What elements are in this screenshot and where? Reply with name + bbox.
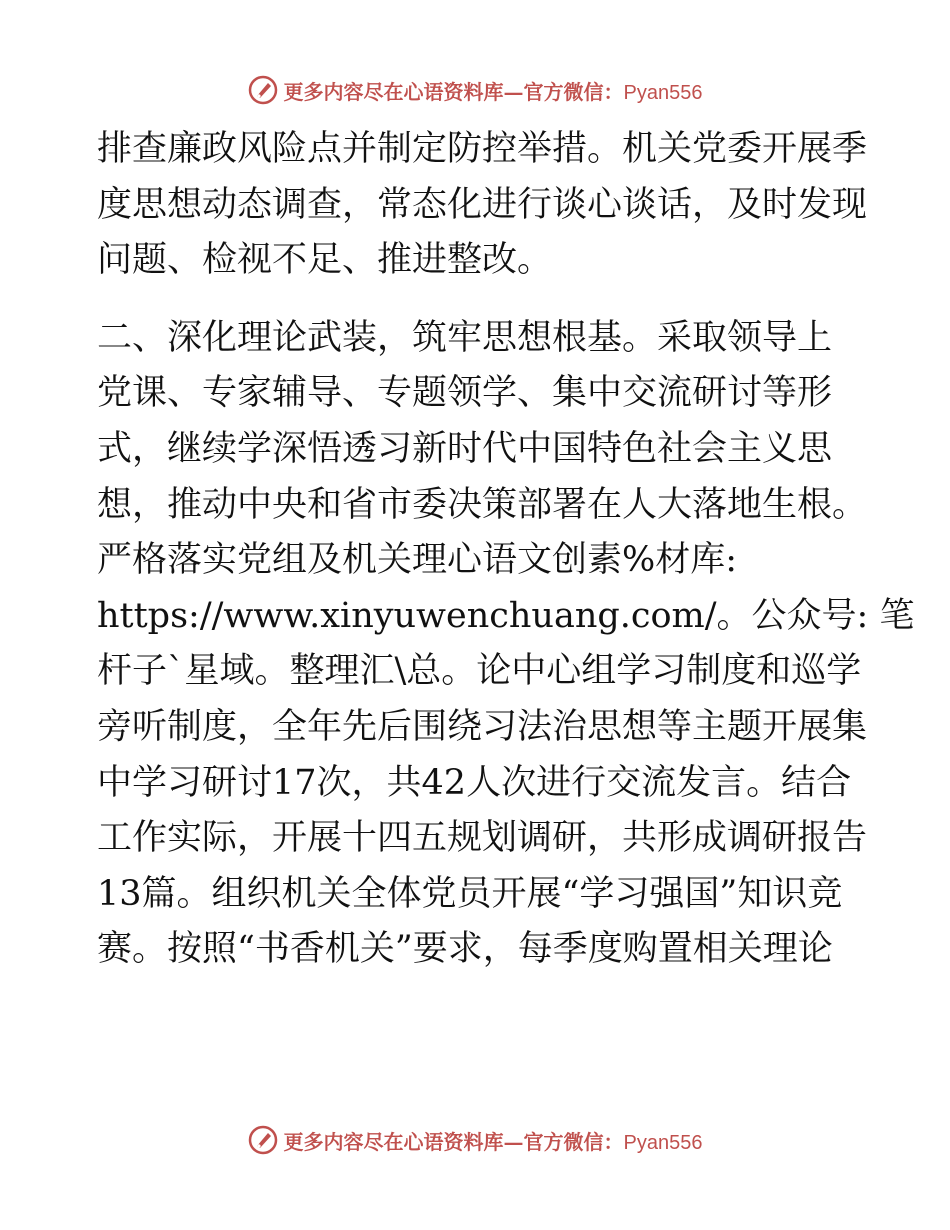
watermark-text: 更多内容尽在心语资料库—官方微信：Pyan556 [283,79,703,104]
body-line: 式，继续学深悟透习新时代中国特色社会主义思 [97,428,833,469]
paragraph-gap [97,289,867,311]
body-line: 问题、检视不足、推进整改。 [97,240,553,281]
body-line: https://www.xinyuwenchuang.com/。公众号: 笔 [97,595,915,636]
body-line: 排查廉政风险点并制定防控举措。机关党委开展季 [97,129,868,169]
body-line: 杆子`星域。整理汇\总。论中心组学习制度和巡学 [97,651,862,692]
body-line: 中学习研讨17次，共42人次进行交流发言。结合 [97,762,852,803]
footer-watermark [0,1120,950,1160]
document-body [97,122,915,978]
body-line: 党课、专家辅导、专题领学、集中交流研讨等形 [97,373,833,414]
header-watermark [0,70,950,110]
body-line: 赛。按照“书香机关”要求，每季度购置相关理论 [97,929,833,970]
pen-nib-logo-icon [248,75,278,105]
watermark-handle: Pyan556 [623,1131,703,1154]
body-line: 严格落实党组及机关理心语文创素%材库: [97,540,738,581]
watermark-handle: Pyan556 [623,81,703,104]
pen-nib-logo-icon [248,1125,278,1155]
body-line: 二、深化理论武装，筑牢思想根基。采取领导上 [97,317,833,358]
body-line: 度思想动态调查，常态化进行谈心谈话，及时发现 [97,184,868,225]
body-line: 想，推动中央和省市委决策部署在人大落地生根。 [97,484,868,525]
body-line: 旁听制度，全年先后围绕习法治思想等主题开展集 [97,706,868,747]
watermark-text: 更多内容尽在心语资料库—官方微信：Pyan556 [283,1129,703,1154]
body-line: 13篇。组织机关全体党员开展“学习强国”知识竞 [97,873,843,914]
body-line: 工作实际，开展十四五规划调研，共形成调研报告 [97,818,868,859]
